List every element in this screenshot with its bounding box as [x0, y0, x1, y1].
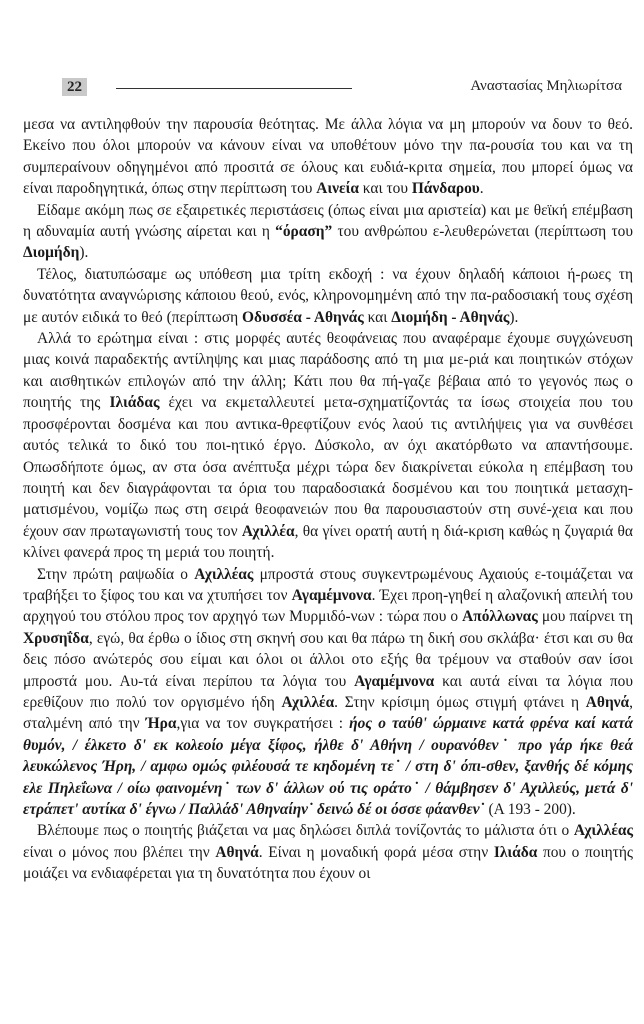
text-run: Στην πρώτη ραψωδία ο — [37, 565, 195, 583]
text-run: , σταλμένη από την — [23, 693, 634, 733]
bold-term: Πάνδαρου — [411, 180, 480, 198]
text-run: μου παίρνει τη — [537, 608, 633, 626]
text-run: μεσα να αντιληφθούν την παρουσία θεότητας. Με άλλα λόγια να μη μπορούν να δουν το θεό. Εκείνο που όλοι μπορούν να κάνουν είναι να υποθέτουν μόνο την πα-ρουσία του και να τη συμπεραίνουν οδηγημένοι από προσιτά σε όλους και ευδιά-κριτα σημεία, που μπορεί όμως να είναι παροδηγητικά, όπως στην περίπτωση του — [23, 116, 633, 198]
text-run: , εγώ, θα έρθω ο ίδιος στη σκηνή σου και θα πάρω τη δική σου σκλάβα· έτσι και συ θα δεις πόσο ανώτερός σου είμαι και όλοι οι άλλοι οτο εξής θα τρέμουν να σταθούν σαν ίσοι μπροστά μου. Αυ-τά είναι περίπου τα λόγια του — [23, 629, 633, 690]
text-run: και — [363, 308, 392, 326]
text-run: . Στην κρίσιμη όμως στιγμή φτάνει η — [334, 693, 586, 711]
text-run: ). — [79, 244, 89, 262]
bold-term: Ιλιάδας — [109, 394, 160, 412]
bold-term: “όραση” — [275, 223, 333, 241]
page-number: 22 — [62, 78, 87, 96]
paragraph — [23, 564, 633, 821]
bold-term: Αχιλλέα — [241, 522, 295, 540]
bold-term: Ιλιάδα — [493, 843, 538, 861]
text-run: του ανθρώπου ε-λευθερώνεται (περίπτωση του — [332, 223, 633, 241]
paragraph — [23, 200, 633, 264]
bold-term: Ήρα — [145, 715, 177, 733]
paragraph — [23, 264, 633, 328]
body-text — [23, 114, 633, 885]
paragraph — [23, 820, 633, 884]
text-run: και του — [358, 180, 412, 198]
page-header — [62, 74, 622, 100]
text-run: ,για να τον συγκρατήσει : — [176, 715, 350, 733]
bold-term: Αγαμέμνονα — [291, 586, 372, 604]
bold-term: Χρυσηΐδα — [23, 629, 89, 647]
text-run: που ο ποιητής μοιάζει να ενδιαφέρεται για τη δυνατότητα που έχουν οι — [23, 843, 633, 883]
running-head-author: Αναστασίας Μηλιωρίτσα — [470, 78, 622, 94]
text-run: . Έχει προη-γηθεί η αλαζονική απειλή του αρχηγού του στόλου προς τον αρχηγό των Μυρμιδό-νων : τώρα που ο — [23, 586, 633, 626]
text-run: Τέλος, διατυπώσαμε ως υπόθεση μια τρίτη εκδοχή : να έχουν δηλαδή κάποιοι ή-ρωες τη δυνατότητα αναγνώρισης κάποιου θεού, ενός, κληρονομημένη από την πα-ραδοσιακή τους σχέση με αυτόν ειδικά το θεό (περίπτωση — [23, 265, 633, 326]
bold-term: Αθηνά — [585, 693, 630, 711]
text-run: (Α 193 - 200). — [484, 801, 576, 818]
bold-term: Διομήδη - Αθηνάς — [391, 308, 510, 326]
header-rule — [116, 88, 352, 89]
paragraph — [23, 328, 633, 563]
text-run: . — [479, 180, 484, 198]
text-run: ). — [509, 308, 519, 326]
homeric-quote: ήος ο ταύθ' ώρμαινε κατά φρένα καί κατά θυμόν, / έλκετο δ' εκ κολεοίο μέγα ξίφος, ήλθε δ' Αθήνη / ουρανόθεν˙ προ γάρ ήκε θεά λευκώλενος Ήρη, / αμφω ομώς φιλέουσά τε κηδομένη τε˙ / στη δ' όπι-σθεν, ξανθής δέ κόμης ελε Πηλεΐωνα / οίω φαινομένη˙ των δ' άλλων ού τις οράτο˙ / θάμβησεν δ' Αχιλλεύς, μετά δ' ετράπετ' αυτίκα δ' έγνω / Παλλάδ' Αθηναίην˙ δεινώ δέ οι όσσε φάανθεν˙ — [23, 715, 633, 818]
bold-term: Αγαμέμνονα — [354, 672, 435, 690]
bold-term: Διομήδη — [23, 244, 80, 262]
text-run: και αυτά είναι τα λόγια που ερεθίζουν πιο πολύ τον οργισμένο ήδη — [23, 672, 633, 711]
text-run: Βλέπουμε πως ο ποιητής βιάζεται να μας δηλώσει διπλά τονίζοντάς το μάλιστα ότι ο — [37, 822, 574, 840]
bold-term: Αθηνά — [215, 843, 259, 861]
bold-term: Οδυσσέα - Αθηνάς — [242, 308, 364, 326]
text-run: Αλλά το ερώτημα είναι : στις μορφές αυτές θεοφάνειας που αναφέραμε έχουμε συγχώνευση μιας κοινά παραδεκτής αντίληψης και μιας παράδοσης από τη μια με-ριά και ποιητικών στόχων και αισθητικών επιλογών από την άλλη; Κάτι που θα πή-γαζε βέβαια από το γεγονός πως ο ποιητής της — [23, 330, 633, 412]
bold-term: Αχιλλέας — [194, 565, 254, 583]
text-run: μπροστά στους συγκεντρωμένους Αχαιούς ε-τοιμάζεται να τραβήξει το ξίφος του και να χτυπήσει τον — [23, 565, 633, 604]
text-run: είναι ο μόνος που βλέπει την — [23, 843, 216, 861]
text-run: , θα γίνει ορατή αυτή η διά-κριση καθώς η ζυγαριά θα κλίνει φανερά προς τη μεριά του ποιητή. — [23, 522, 633, 562]
bold-term: Αινεία — [316, 180, 359, 198]
paragraph — [23, 114, 633, 200]
bold-term: Αχιλλέα — [281, 693, 335, 711]
bold-term: Απόλλωνας — [462, 608, 538, 626]
text-run: . Είναι η μοναδική φορά μέσα στην — [258, 843, 494, 861]
text-run: έχει να εκμεταλλευτεί μετα-σχηματίζοντάς τα ίσως στοιχεία που του προσφέρονται δοσμένα και που αντικα-θρεφτίζουν ενός λαού τις αντιλήψεις για να συνθέσει αυτός τελικά το δικό του ποι-ητικό έργο. Δύσκολο, αν όχι ακατόρθωτο να απαντήσουμε. Οπωσδήποτε όμως, αν στα όσα ανέπτυξα μέχρι τώρα δεν διακρίνεται εύκολα η επέμβαση του ποιητή και δεν διαγράφονται τα όρια του παραδοσιακά δοσμένου και του ποιητικά μετασχη-ματισμένου, νομίζω πως στη σειρά θεοφανειών που θα παρουσιαστούν στη συνέ-χεια και που έχουν σαν πρωταγωνιστή τους τον — [23, 394, 633, 540]
text-run: Είδαμε ακόμη πως σε εξαιρετικές περιστάσεις (όπως είναι μια αριστεία) και με θεϊκή επέμβαση η αδυναμία αυτή γνώσης αίρεται και η — [23, 201, 633, 241]
bold-term: Αχιλλέας — [573, 822, 633, 840]
